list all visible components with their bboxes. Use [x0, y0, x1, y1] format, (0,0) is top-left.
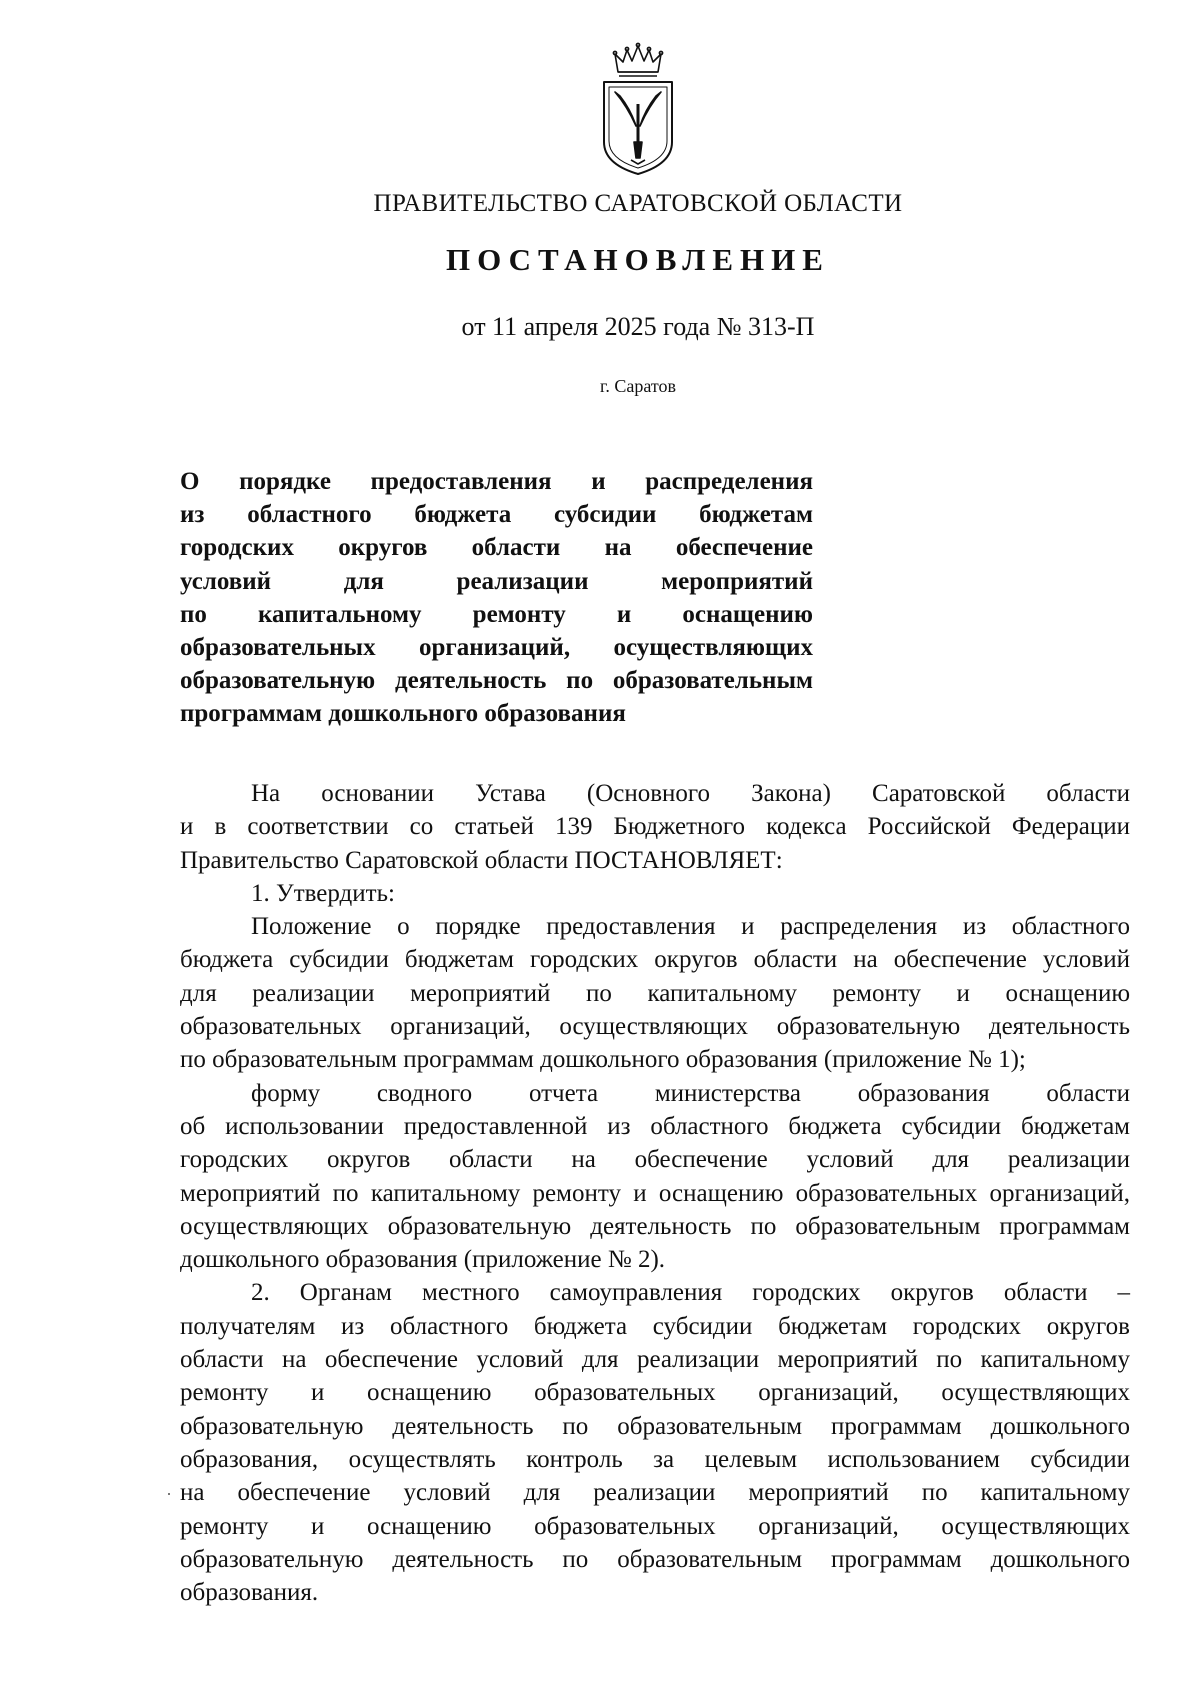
title-line: образовательную деятельность по образовательным — [180, 667, 813, 695]
body-line: дошкольного образования (приложение № 2). — [180, 1246, 666, 1274]
body-line: Правительство Саратовской области ПОСТАНОВЛЯЕТ: — [180, 846, 783, 874]
body-line: осуществляющих образовательную деятельность по образовательным программам — [180, 1212, 1130, 1240]
body-line: бюджета субсидии бюджетам городских округов области на обеспечение условий — [180, 946, 1130, 974]
body-line: городских округов области на обеспечение условий для реализации — [180, 1146, 1130, 1174]
title-line: условий для реализации мероприятий — [180, 567, 813, 595]
title-line: программам дошкольного образования — [180, 700, 626, 728]
body-line: 2. Органам местного самоуправления городских округов области – — [251, 1279, 1130, 1307]
body-line: по образовательным программам дошкольного образования (приложение № 1); — [180, 1046, 1026, 1074]
body-line: ремонту и оснащению образовательных организаций, осуществляющих — [180, 1379, 1130, 1407]
body-line: области на обеспечение условий для реализации мероприятий по капитальному — [180, 1346, 1130, 1374]
document-type: ПОСТАНОВЛЕНИЕ — [446, 242, 830, 277]
authority-name: ПРАВИТЕЛЬСТВО САРАТОВСКОЙ ОБЛАСТИ — [373, 190, 903, 217]
body-line: образования, осуществлять контроль за целевым использованием субсидии — [180, 1445, 1130, 1473]
body-line: об использовании предоставленной из областного бюджета субсидии бюджетам — [180, 1112, 1130, 1140]
body-line: образовательную деятельность по образовательным программам дошкольного — [180, 1412, 1130, 1440]
coat-of-arms-icon — [601, 42, 675, 177]
body-line: образовательную деятельность по образовательным программам дошкольного — [180, 1545, 1130, 1573]
document-city: г. Саратов — [600, 376, 676, 396]
title-line: образовательных организаций, осуществляющих — [180, 633, 813, 661]
body-line: образования. — [180, 1579, 319, 1607]
title-line: из областного бюджета субсидии бюджетам — [180, 501, 813, 529]
document-body — [180, 777, 1130, 1609]
body-line: мероприятий по капитальному ремонту и оснащению образовательных организаций, — [180, 1179, 1130, 1207]
body-line: для реализации мероприятий по капитальному ремонту и оснащению — [180, 979, 1130, 1007]
scan-speck — [168, 1493, 170, 1495]
title-line: О порядке предоставления и распределения — [180, 468, 813, 495]
body-line: и в соответствии со статьей 139 Бюджетного кодекса Российской Федерации — [180, 813, 1130, 841]
document-date-number: от 11 апреля 2025 года № 313-П — [461, 312, 815, 341]
body-line: На основании Устава (Основного Закона) Саратовской области — [251, 780, 1130, 807]
body-line: Положение о порядке предоставления и распределения из областного — [251, 913, 1130, 941]
body-line: образовательных организаций, осуществляющих образовательную деятельность — [180, 1013, 1130, 1041]
body-line: получателям из областного бюджета субсидии бюджетам городских округов — [180, 1312, 1130, 1340]
body-line: ремонту и оснащению образовательных организаций, осуществляющих — [180, 1512, 1130, 1540]
title-line: городских округов области на обеспечение — [180, 534, 813, 562]
body-line: на обеспечение условий для реализации мероприятий по капитальному — [180, 1479, 1130, 1507]
document-title — [180, 465, 813, 731]
body-line: форму сводного отчета министерства образования области — [251, 1079, 1130, 1107]
body-line: 1. Утвердить: — [251, 879, 395, 907]
title-line: по капитальному ремонту и оснащению — [180, 600, 813, 628]
